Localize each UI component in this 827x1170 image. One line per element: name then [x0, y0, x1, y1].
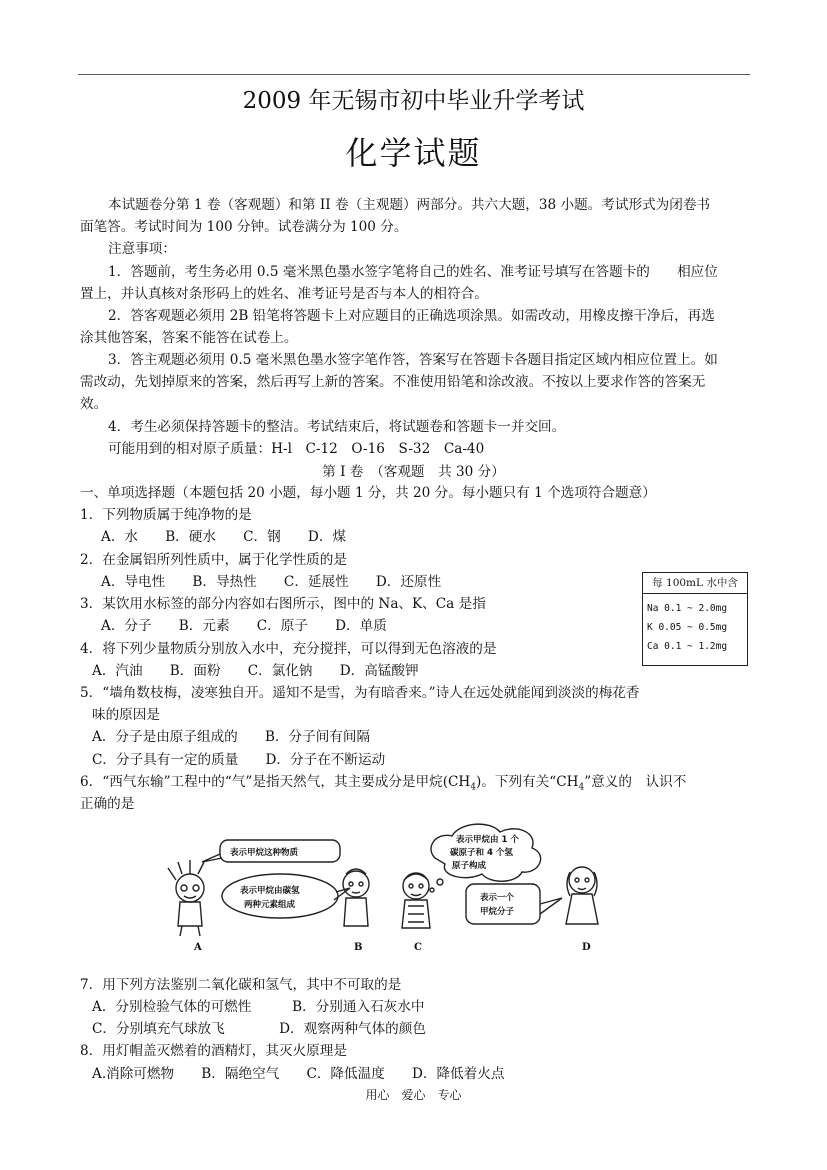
atomic-mass: 可能用到的相对原子质量：H-l C-12 O-16 S-32 Ca-40	[108, 441, 485, 457]
question-5-cont: 味的原因是	[92, 707, 160, 723]
question-3-options: A．分子 B．元素 C．原子 D．单质	[101, 618, 387, 634]
bubble-d-text: 甲烷分子	[480, 907, 515, 917]
exam-subtitle: 化学试题	[345, 134, 482, 172]
notice-title: 注意事项：	[108, 241, 176, 257]
question-4-options: A．汽油 B．面粉 C．氯化钠 D．高锰酸钾	[92, 663, 419, 679]
bubble-b-text: 表示甲烷由碳氢	[240, 886, 300, 896]
q6-text: )。下列有关“CH	[476, 774, 579, 790]
question-3: 3．某饮用水标签的部分内容如右图所示，图中的 Na、K、Ca 是指	[80, 596, 486, 612]
bubble-a-text: 表示甲烷这种物质	[230, 848, 299, 858]
notice-3-cont: 需改动，先划掉原来的答案，然后再写上新的答案。不准使用铅笔和涂改液。不按以上要求作答的答案无	[80, 374, 706, 390]
part-heading: 第 I 卷 （客观题 共 30 分）	[322, 464, 505, 480]
notice-2: 2．答客观题必须用 2B 铅笔将答题卡上对应题目的正确选项涂黑。如需改动，用橡皮擦干净后，再选	[108, 308, 715, 324]
bubble-c-text: 碳原子和 4 个氢	[450, 848, 513, 858]
figure-label-a: A	[194, 942, 202, 953]
question-7-options: C．分别填充气球放飞 D．观察两种气体的颜色	[92, 1021, 426, 1037]
q6-subscript: 4	[578, 782, 585, 793]
bubble-d-text: 表示一个	[480, 893, 515, 903]
exam-title: 2009 年无锡市初中毕业升学考试	[242, 88, 585, 114]
notice-2-cont: 涂其他答案，答案不能答在试卷上。	[80, 330, 298, 346]
question-5-options: A．分子是由原子组成的 B．分子间有间隔	[92, 729, 371, 745]
bubble-c-text: 原子构成	[452, 861, 487, 871]
question-5: 5．“墙角数枝梅，凌寒独自开。遥知不是雪，为有暗香来。”诗人在远处就能闻到淡淡的梅花香	[80, 685, 640, 701]
q6-subscript: 4	[470, 782, 476, 793]
question-8-options: A.消除可燃物 B．隔绝空气 C．降低温度 D．降低着火点	[92, 1066, 505, 1082]
question-2-options: A．导电性 B．导热性 C．延展性 D．还原性	[101, 574, 442, 590]
q6-text: ”意义的 认识不	[584, 774, 687, 790]
bubble-b-text: 两种元素组成	[244, 900, 296, 910]
q6-text: 6．“西气东输”工程中的“气”是指天然气，其主要成分是甲烷(CH	[80, 774, 471, 790]
question-7-options: A．分别检验气体的可燃性 B．分别通入石灰水中	[92, 999, 425, 1015]
notice-3-cont: 效。	[80, 396, 108, 412]
figure-label-b: B	[354, 942, 363, 953]
section-heading: 一、单项选择题（本题包括 20 小题，每小题 1 分，共 20 分。每小题只有 1 个选项符合题意）	[80, 485, 656, 501]
question-8: 8．用灯帽盖灭燃着的酒精灯，其灭火原理是	[80, 1043, 347, 1059]
notice-1: 1．答题前，考生务必用 0.5 毫米黑色墨水签字笔将自己的姓名、准考证号填写在答题卡的 相应位	[108, 264, 718, 280]
question-2: 2．在金属铝所列性质中，属于化学性质的是	[80, 552, 347, 568]
notice-3: 3．答主观题必须用 0.5 毫米黑色墨水签字笔作答，答案写在答题卡各题目指定区域内相应位置上。如	[108, 352, 718, 368]
question-6-cont: 正确的是	[80, 796, 135, 812]
notice-4: 4．考生必须保持答题卡的整洁。考试结束后，将试题卷和答题卡一并交回。	[108, 419, 566, 435]
water-label-row: Ca 0.1 ~ 1.2mg	[647, 641, 728, 652]
notice-1-cont: 置上，并认真核对条形码上的姓名、准考证号是否与本人的相符合。	[80, 286, 488, 302]
water-label-header: 每 100mL 水中含	[643, 573, 747, 594]
question-4: 4．将下列少量物质分别放入水中，充分搅拌，可以得到无色溶液的是	[80, 641, 497, 657]
cartoon-figure	[160, 818, 620, 958]
question-5-options: C．分子具有一定的质量 D．分子在不断运动	[92, 752, 386, 768]
water-label-box	[642, 572, 748, 666]
water-label-row: K 0.05 ~ 0.5mg	[647, 622, 728, 633]
question-1-options: A．水 B．硬水 C．钢 D．煤	[101, 529, 347, 545]
intro-line: 本试题卷分第 1 卷（客观题）和第 II 卷（主观题）两部分。共六大题，38 小题。考试形式为闭卷书	[108, 197, 711, 213]
page-footer: 用心 爱心 专心	[365, 1088, 462, 1102]
intro-line: 面笔答。考试时间为 100 分钟。试卷满分为 100 分。	[80, 219, 408, 235]
top-rule	[78, 74, 750, 75]
figure-label-c: C	[414, 942, 422, 953]
bubble-c-text: 表示甲烷由 1 个	[456, 835, 519, 845]
question-7: 7．用下列方法鉴别二氧化碳和氢气，其中不可取的是	[80, 977, 402, 993]
question-1: 1．下列物质属于纯净物的是	[80, 507, 252, 523]
question-6	[80, 771, 686, 799]
water-label-row: Na 0.1 ~ 2.0mg	[647, 603, 728, 614]
figure-label-d: D	[582, 942, 591, 953]
